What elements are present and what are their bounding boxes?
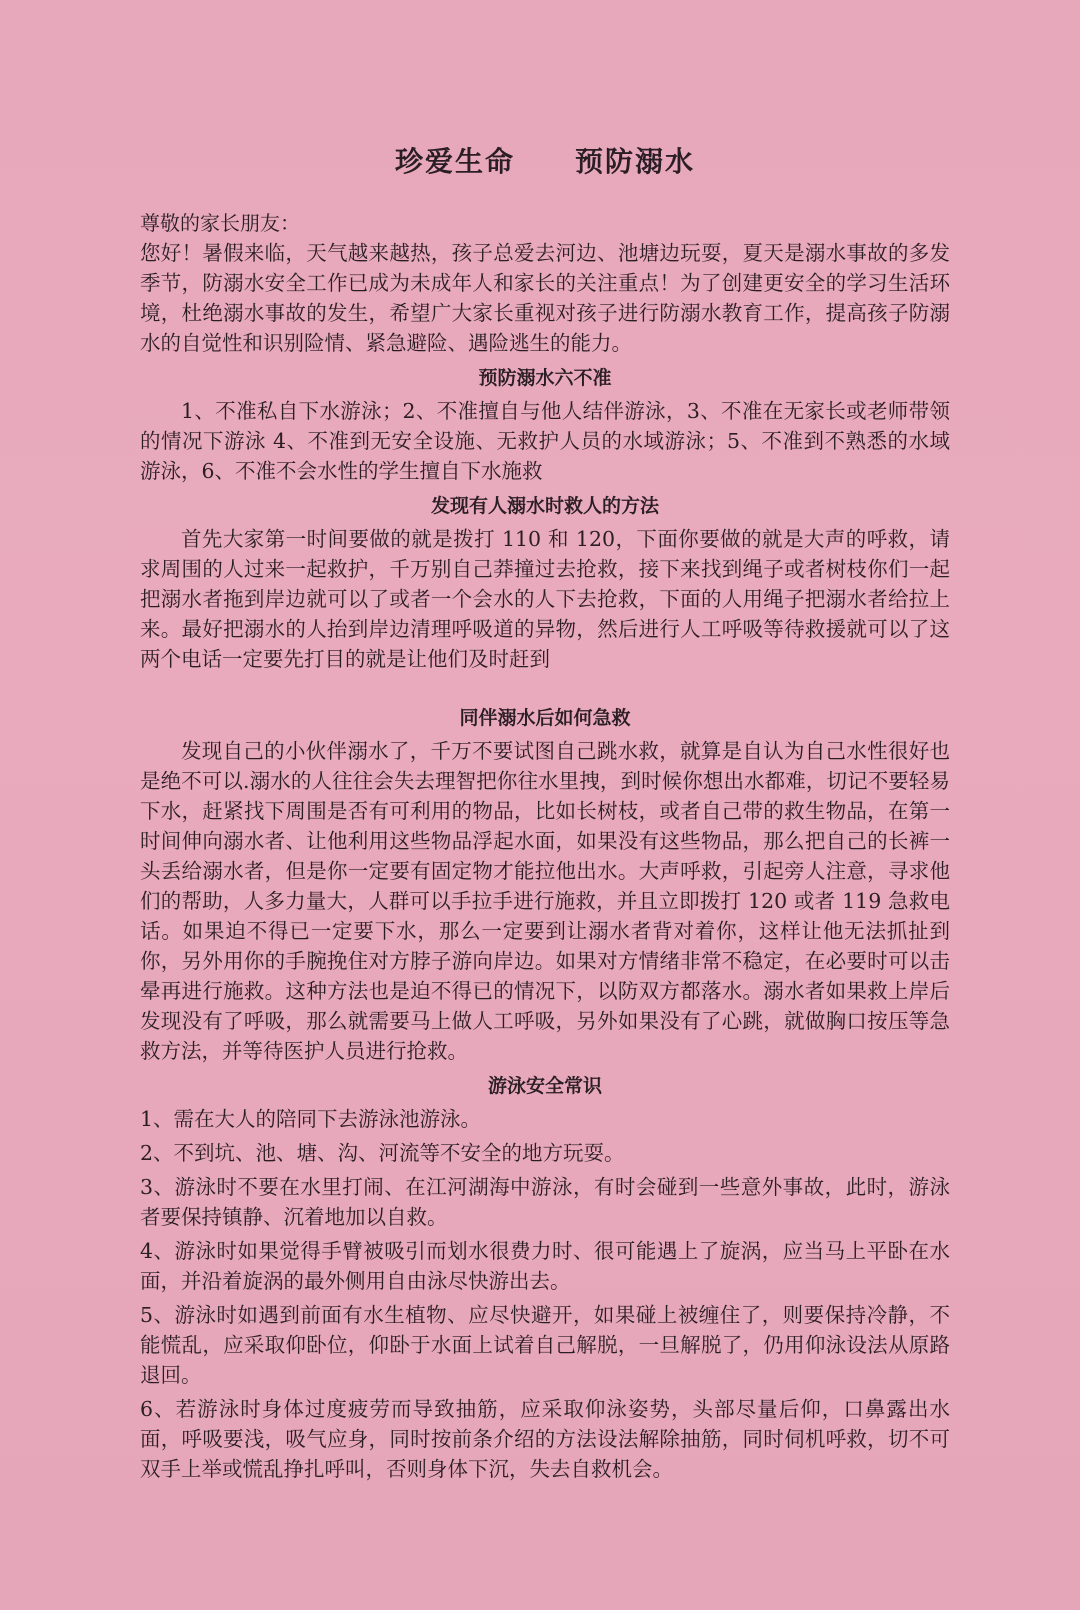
spacer (140, 674, 950, 698)
swimming-safety-list (140, 1104, 950, 1484)
list-item: 5、游泳时如遇到前面有水生植物、应尽快避开，如果碰上被缠住了，则要保持冷静，不能慌乱，应采取仰卧位，仰卧于水面上试着自己解脱，一旦解脱了，仍用仰泳设法从原路退回。 (140, 1303, 950, 1387)
list-item: 4、游泳时如果觉得手臂被吸引而划水很费力时、很可能遇上了旋涡，应当马上平卧在水面，并沿着旋涡的最外侧用自由泳尽快游出去。 (140, 1239, 950, 1293)
rescue-method-paragraph: 首先大家第一时间要做的就是拨打 110 和 120，下面你要做的就是大声的呼救，请求周围的人过来一起救护，千万别自己莽撞过去抢救，接下来找到绳子或者树枝你们一起把溺水者拖到岸边就可以了或者一个会水的人下去抢救，下面的人用绳子把溺水者给拉上来。最好把溺水的人抬到岸边清理呼吸道的异物，然后进行人工呼吸等待救援就可以了这两个电话一定要先打目的就是让他们及时赶到 (140, 527, 950, 671)
section-heading-companion-first-aid: 同伴溺水后如何急救 (459, 707, 631, 729)
document-title: 珍爱生命 预防溺水 (394, 145, 695, 178)
companion-first-aid-paragraph: 发现自己的小伙伴溺水了，千万不要试图自己跳水救，就算是自认为自己水性很好也是绝不可以.溺水的人往往会失去理智把你往水里拽，到时候你想出水都难，切记不要轻易下水，赶紧找下周围是否有可利用的物品，比如长树枝，或者自己带的救生物品，在第一时间伸向溺水者、让他利用这些物品浮起水面，如果没有这些物品，那么把自己的长裤一头丢给溺水者，但是你一定要有固定物才能拉他出水。大声呼救，引起旁人注意，寻求他们的帮助，人多力量大，人群可以手拉手进行施救，并且立即拨打 120 或者 119 急救电话。如果迫不得已一定要下水，那么一定要到让溺水者背对着你，这样让他无法抓扯到你，另外用你的手腕挽住对方脖子游向岸边。如果对方情绪非常不稳定，在必要时可以击晕再进行施救。这种方法也是迫不得已的情况下，以防双方都落水。溺水者如果救上岸后发现没有了呼吸，那么就需要马上做人工呼吸，另外如果没有了心跳，就做胸口按压等急救方法，并等待医护人员进行抢救。 (140, 739, 950, 1063)
section-heading-six-rules: 预防溺水六不准 (478, 367, 612, 389)
list-item: 6、若游泳时身体过度疲劳而导致抽筋，应采取仰泳姿势，头部尽量后仰，口鼻露出水面，呼吸要浅，吸气应身，同时按前条介绍的方法设法解除抽筋，同时伺机呼救，切不可双手上举或慌乱挣扎呼叫，否则身体下沉，失去自救机会。 (140, 1397, 950, 1481)
list-item: 1、需在大人的陪同下去游泳池游泳。 (140, 1107, 482, 1131)
six-rules-paragraph: 1、不准私自下水游泳；2、不准擅自与他人结伴游泳，3、不准在无家长或老师带领的情况下游泳 4、不准到无安全设施、无救护人员的水域游泳；5、不准到不熟悉的水域游泳，6、不准不会水性的学生擅自下水施救 (140, 399, 950, 483)
list-item: 3、游泳时不要在水里打闹、在江河湖海中游泳，有时会碰到一些意外事故，此时，游泳者要保持镇静、沉着地加以自救。 (140, 1175, 950, 1229)
section-heading-rescue-method: 发现有人溺水时救人的方法 (430, 495, 659, 517)
section-heading-swimming-safety: 游泳安全常识 (487, 1075, 602, 1097)
greeting: 尊敬的家长朋友： (140, 211, 300, 235)
list-item: 2、不到坑、池、塘、沟、河流等不安全的地方玩耍。 (140, 1141, 625, 1165)
intro-paragraph: 您好！暑假来临，天气越来越热，孩子总爱去河边、池塘边玩耍，夏天是溺水事故的多发季节，防溺水安全工作已成为未成年人和家长的关注重点！为了创建更安全的学习生活环境，杜绝溺水事故的发生，希望广大家长重视对孩子进行防溺水教育工作，提高孩子防溺水的自觉性和识别险情、紧急避险、遇险逃生的能力。 (140, 241, 950, 355)
